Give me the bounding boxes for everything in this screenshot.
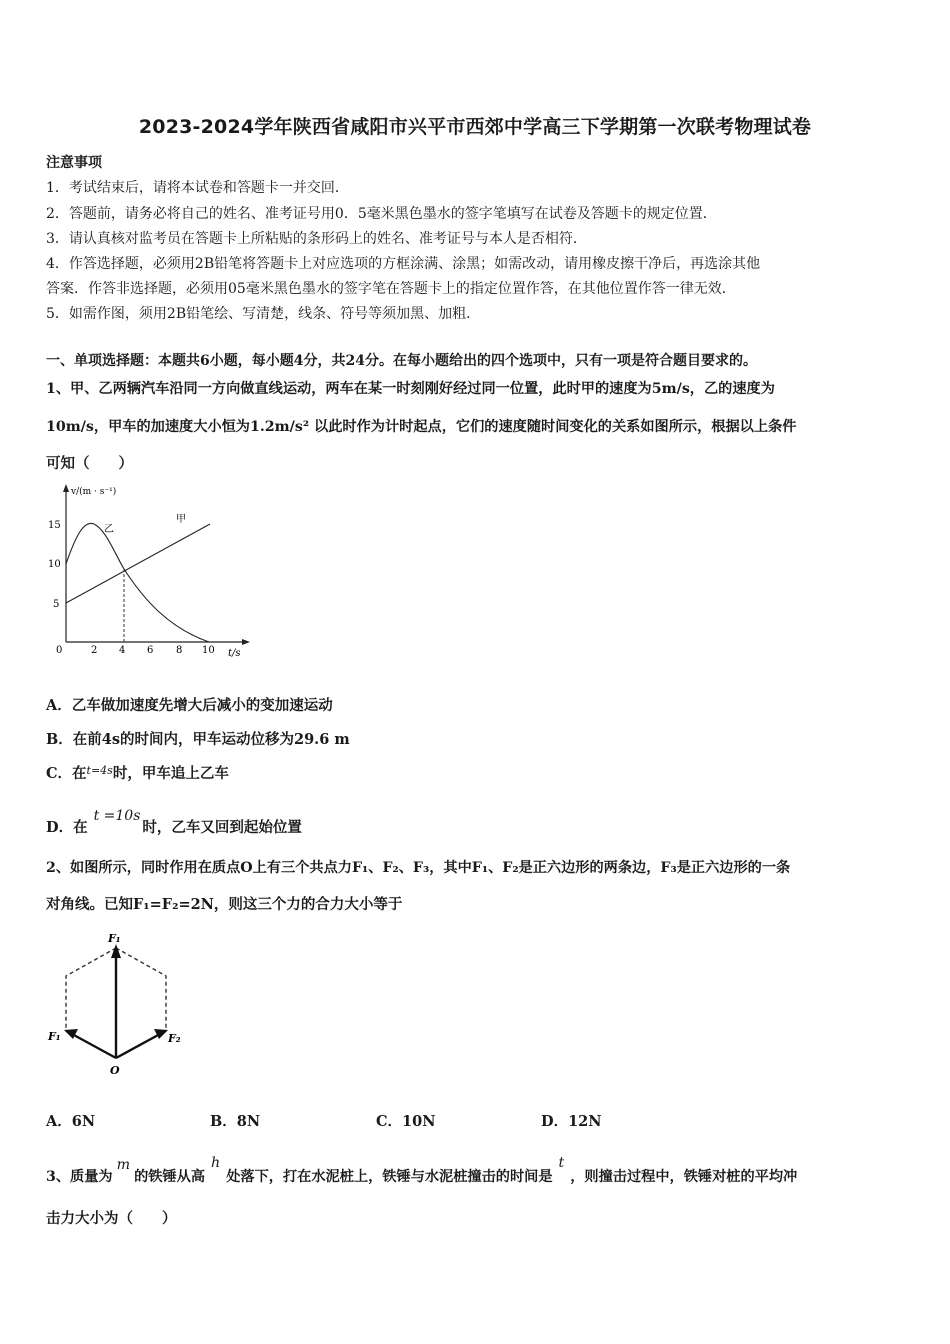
- notice-item: 1．考试结束后，请将本试卷和答题卡一并交回．: [46, 180, 349, 196]
- q3-symbol-h: h: [211, 1155, 221, 1171]
- x-tick-label: 4: [119, 645, 126, 656]
- hexagon-force-diagram: [44, 928, 194, 1078]
- y-axis-label: v/(m · s⁻¹): [71, 487, 117, 497]
- x-axis-arrow: [242, 639, 250, 645]
- question-3-line-1: [46, 1155, 797, 1186]
- force-label-left: F₁: [48, 1030, 61, 1043]
- option-c-prefix: C．在: [46, 765, 87, 782]
- notice-item: 4．作答选择题，必须用2B铅笔将答题卡上对应选项的方框涂满、涂黑；如需改动，请用橡皮擦干净后，再选涂其他: [46, 256, 761, 272]
- question-1-line-1: 1、甲、乙两辆汽车沿同一方向做直线运动，两车在某一时刻刚好经过同一位置，此时甲的速度为5m/s，乙的速度为: [46, 381, 775, 397]
- q2-option-d: D．12N: [541, 1113, 602, 1130]
- x-tick-label: 10: [202, 645, 215, 656]
- x-tick-label: 6: [147, 645, 154, 656]
- q3-symbol-m: m: [116, 1157, 131, 1173]
- y-tick-label: 10: [48, 559, 61, 570]
- page-title: 2023-2024学年陕西省咸阳市兴平市西郊中学高三下学期第一次联考物理试卷: [138, 116, 812, 138]
- question-1-line-2: 10m/s，甲车的加速度大小恒为1.2m/s² 以此时作为计时起点，它们的速度随时间变化的关系如图所示，根据以上条件: [46, 419, 797, 435]
- series-label-yi: 乙: [104, 524, 114, 535]
- force-arrow-f1: [72, 1034, 116, 1058]
- y-axis-arrow: [63, 484, 69, 492]
- notice-item: 答案．作答非选择题，必须用05毫米黑色墨水的签字笔在答题卡上的指定位置作答，在其他位置作答一律无效．: [46, 281, 736, 297]
- series-label-jia: 甲: [176, 514, 186, 525]
- option-d-suffix: 时，乙车又回到起始位置: [142, 819, 302, 836]
- q2-option-a: A．6N: [46, 1113, 96, 1130]
- origin-label-o: O: [110, 1064, 120, 1077]
- velocity-time-graph: [44, 480, 254, 660]
- hexagon-dashed-edge: [66, 948, 116, 1030]
- question-2-line-2: 对角线。已知F₁=F₂=2N，则这三个力的合力大小等于: [46, 896, 403, 913]
- question-1-line-3: 可知（ ）: [46, 455, 133, 472]
- x-tick-label: 8: [176, 645, 183, 656]
- option-b: B．在前4s的时间内，甲车运动位移为29.6 m: [46, 731, 350, 748]
- x-tick-label: 2: [91, 645, 98, 656]
- notice-heading: 注意事项: [46, 155, 102, 171]
- force-arrow-f2: [116, 1034, 160, 1058]
- x-axis-label: t/s: [228, 648, 241, 659]
- force-arrowhead: [64, 1029, 78, 1039]
- option-c: [46, 762, 229, 783]
- q3-text: 3、质量为: [46, 1169, 113, 1185]
- q2-option-b: B．8N: [210, 1113, 261, 1130]
- section-heading: 一、单项选择题：本题共6小题，每小题4分，共24分。在每小题给出的四个选项中，只有一项是符合题目要求的。: [46, 353, 757, 369]
- force-label-right: F₂: [168, 1032, 181, 1045]
- option-a: A．乙车做加速度先增大后减小的变加速运动: [46, 697, 333, 714]
- y-tick-label: 15: [48, 520, 61, 531]
- force-arrowhead: [154, 1029, 168, 1039]
- option-c-symbol: t=4s: [86, 764, 113, 777]
- q2-option-c: C．10N: [376, 1113, 436, 1130]
- question-3-line-2: 击力大小为（ ）: [46, 1210, 177, 1227]
- option-d: [46, 808, 302, 837]
- question-2-line-1: 2、如图所示，同时作用在质点O上有三个共点力F₁、F₂、F₃，其中F₁、F₂是正六边形的两条边，F₃是正六边形的一条: [46, 860, 791, 876]
- q3-text: 处落下，打在水泥桩上，铁锤与水泥桩撞击的时间是: [226, 1169, 553, 1185]
- option-d-prefix: D．在: [46, 819, 88, 836]
- q3-symbol-t: t: [558, 1155, 565, 1171]
- force-label-top: F₁: [108, 932, 121, 945]
- force-arrowhead: [111, 944, 121, 958]
- notice-item: 5．如需作图，须用2B铅笔绘、写清楚，线条、符号等须加黑、加粗．: [46, 306, 481, 322]
- origin-label: 0: [56, 645, 63, 656]
- series-yi-curve: [66, 523, 209, 642]
- series-jia-line: [66, 524, 210, 603]
- option-c-suffix: 时，甲车追上乙车: [112, 765, 229, 782]
- option-d-symbol: t =10s: [93, 808, 141, 824]
- notice-item: 2．答题前，请务必将自己的姓名、准考证号用0．5毫米黑色墨水的签字笔填写在试卷及答题卡的规定位置．: [46, 206, 717, 222]
- q3-text: ，则撞击过程中，铁锤对桩的平均冲: [570, 1169, 798, 1185]
- y-tick-label: 5: [53, 599, 60, 610]
- hexagon-dashed-edge: [116, 948, 166, 1030]
- notice-item: 3．请认真核对监考员在答题卡上所粘贴的条形码上的姓名、准考证号与本人是否相符．: [46, 231, 587, 247]
- q3-text: 的铁锤从高: [134, 1169, 206, 1185]
